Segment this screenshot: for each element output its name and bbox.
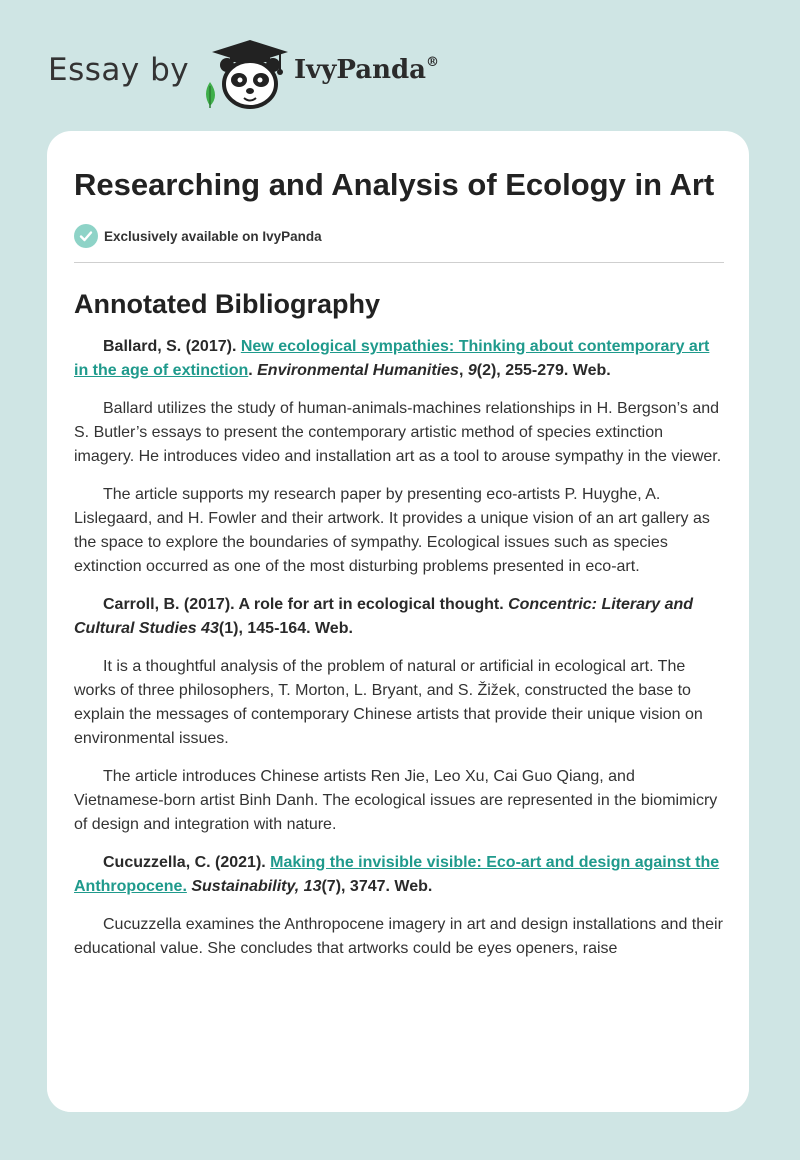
divider: [74, 262, 724, 263]
check-circle-icon: [74, 224, 98, 248]
ballard-article-link[interactable]: New ecological sympathies: Thinking about contemporary art in the age of extinction: [74, 338, 710, 379]
essay-content: [74, 164, 724, 961]
annotation-paragraph: The article introduces Chinese artists Ren Jie, Leo Xu, Cai Guo Qiang, and Vietnamese-born artist Binh Danh. The ecological issues are represented in the biomimicry of design and integration with nature.: [74, 768, 718, 833]
annotation-paragraph: Ballard utilizes the study of human-animals-machines relationships in H. Bergson’s and S. Butler’s essays to present the contemporary artistic method of species extinction imagery. He introduces video and installation art as a tool to arouse sympathy in the viewer.: [74, 400, 722, 465]
exclusive-label: Exclusively available on IvyPanda: [104, 228, 322, 244]
brand-name[interactable]: IvyPanda®: [294, 55, 440, 85]
citation-cucuzzella: Cucuzzella, C. (2021). Making the invisible visible: Eco-art and design against the Anthropocene. Sustainability, 13(7), 3747. Web.: [74, 854, 720, 895]
annotation-paragraph: The article supports my research paper by presenting eco-artists P. Huyghe, A. Lislegaard, and H. Fowler and their artwork. It provides a unique vision of an art gallery as the space to explore the boundaries of sympathy. Ecological issues such as species extinction occurred as one of the most disturbing problems presented in eco-art.: [74, 486, 710, 575]
annotation-paragraph: Cucuzzella examines the Anthropocene imagery in art and design installations and their educational value. She concludes that artworks could be eyes openers, raise: [74, 916, 723, 957]
site-header: [48, 38, 548, 108]
panda-logo-icon[interactable]: [200, 38, 300, 110]
exclusive-badge: [74, 223, 724, 249]
cucuzzella-article-link[interactable]: Making the invisible visible: Eco-art and design against the Anthropocene.: [74, 854, 720, 895]
brand-prefix: Essay by: [48, 52, 190, 88]
citation-carroll: Carroll, B. (2017). A role for art in ecological thought. Concentric: Literary and Cultural Studies 43(1), 145-164. Web.: [74, 596, 694, 637]
citation-ballard: Ballard, S. (2017). New ecological sympathies: Thinking about contemporary art in the age of extinction. Environmental Humanities, 9(2), 255-279. Web.: [74, 338, 710, 379]
page-title: Researching and Analysis of Ecology in Art: [74, 167, 715, 202]
section-heading: Annotated Bibliography: [74, 289, 380, 319]
content-fade: [47, 1062, 749, 1112]
leaf-icon: [206, 82, 215, 108]
essay-card: [47, 131, 749, 1112]
annotation-paragraph: It is a thoughtful analysis of the problem of natural or artificial in ecological art. The works of three philosophers, T. Morton, L. Bryant, and S. Žižek, constructed the base to explain the messages of contemporary Chinese artists that provide their unique vision on environmental issues.: [74, 658, 703, 747]
